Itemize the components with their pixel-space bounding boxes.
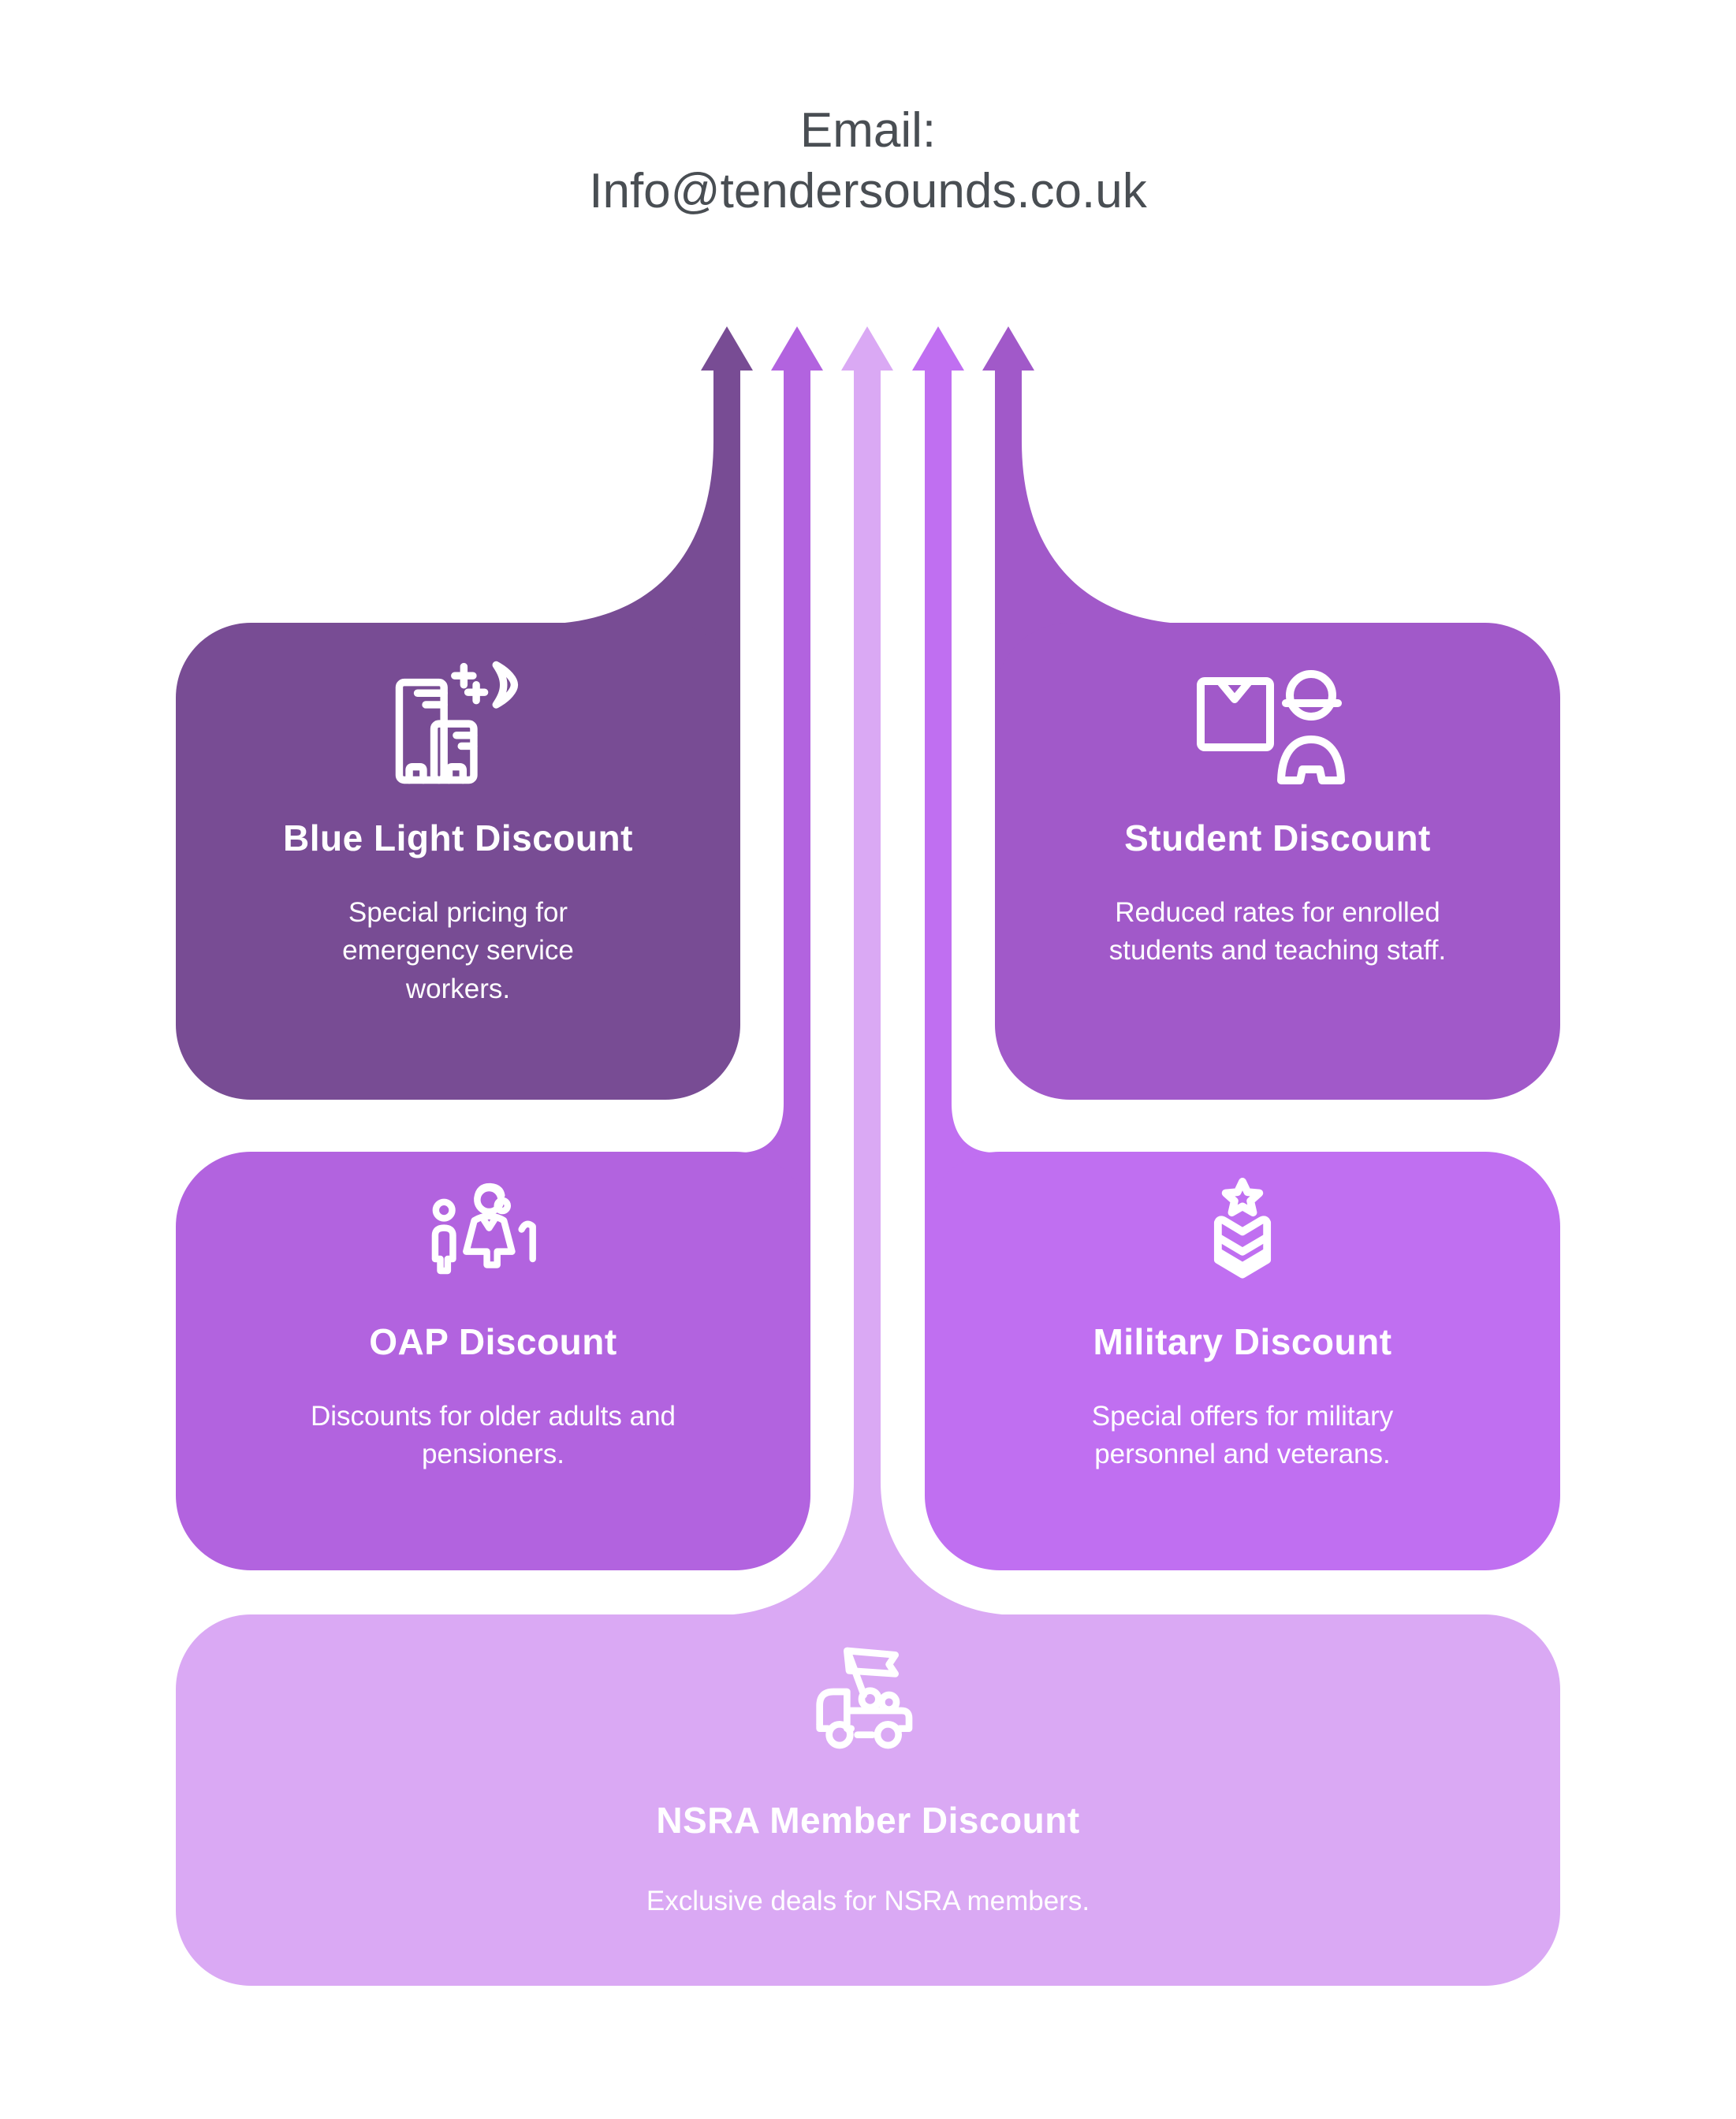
card-student-discount (995, 623, 1560, 1100)
card-title: OAP Discount (369, 1321, 617, 1362)
card-title: Blue Light Discount (283, 817, 633, 858)
person-with-box-icon (1191, 656, 1365, 788)
email-address: Info@tendersounds.co.uk (589, 163, 1147, 218)
email-label: Email: (799, 103, 937, 158)
card-blue-light-discount (176, 623, 740, 1100)
card-description: Exclusive deals for NSRA members. (646, 1886, 1090, 1916)
card-title: Military Discount (1093, 1321, 1392, 1362)
card-oap-discount (176, 1152, 810, 1570)
arrow-oap (741, 326, 823, 1230)
card-nsra-member-discount (176, 1614, 1560, 1986)
military-rank-badge-icon (1187, 1175, 1298, 1295)
card-description: Discounts for older adults and pensioners. (310, 1401, 676, 1470)
truck-with-flag-icon (805, 1644, 931, 1764)
card-description: Special offers for military personnel and veterans. (1091, 1401, 1394, 1470)
city-buildings-moon-icon (392, 656, 524, 788)
card-description: Special pricing for emergency service workers. (342, 897, 574, 1004)
elderly-person-child-icon (419, 1175, 568, 1295)
card-military-discount (925, 1152, 1560, 1570)
arrow-military (912, 326, 994, 1230)
card-title: Student Discount (1124, 817, 1431, 858)
card-description: Reduced rates for enrolled students and teaching staff. (1108, 897, 1447, 966)
card-title: NSRA Member Discount (656, 1800, 1080, 1841)
